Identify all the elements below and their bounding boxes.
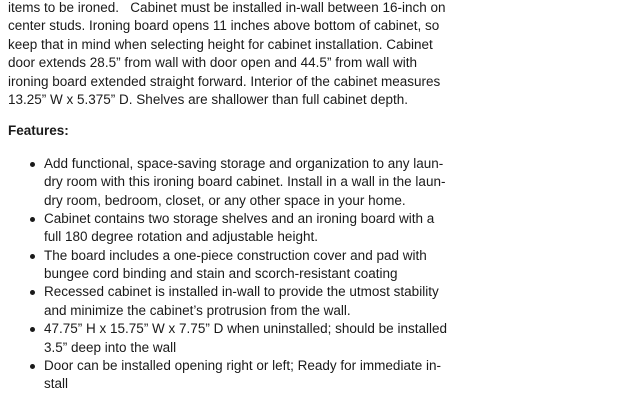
description-line: center studs. Ironing board opens 11 inches above bottom of cabinet, so <box>8 18 440 34</box>
list-item-line: full 180 degree rotation and adjustable height. <box>44 229 318 245</box>
bullet-icon <box>30 327 35 332</box>
list-item-line: The board includes a one-piece construction cover and pad with <box>44 247 427 263</box>
list-item-line: bungee cord binding and stain and scorch-resistant coating <box>44 266 398 282</box>
list-item-line: dry room with this ironing board cabinet. Install in a wall in the laun- <box>44 174 446 190</box>
list-item <box>8 210 638 247</box>
features-list <box>8 155 638 394</box>
list-item-line: Add functional, space-saving storage and organization to any laun- <box>44 155 444 171</box>
bullet-icon <box>30 217 35 222</box>
list-item <box>8 357 638 394</box>
features-heading: Features: <box>8 123 69 139</box>
list-item-line: and minimize the cabinet’s protrusion from the wall. <box>44 302 351 318</box>
list-item <box>8 247 638 284</box>
description-line: ironing board extended straight forward. Interior of the cabinet measures <box>8 73 441 89</box>
bullet-icon <box>30 364 35 369</box>
description-paragraph <box>8 0 638 109</box>
list-item <box>8 320 638 357</box>
description-line: items to be ironed. Cabinet must be installed in-wall between 16-inch on <box>8 0 446 15</box>
list-item-line: stall <box>44 376 69 392</box>
description-line: keep that in mind when selecting height for cabinet installation. Cabinet <box>8 36 433 52</box>
list-item-line: Recessed cabinet is installed in-wall to provide the utmost stability <box>44 284 439 300</box>
list-item-line: 3.5” deep into the wall <box>44 339 177 355</box>
product-description <box>8 0 638 394</box>
bullet-icon <box>30 290 35 295</box>
list-item-line: Door can be installed opening right or left; Ready for immediate in- <box>44 358 441 374</box>
list-item <box>8 155 638 210</box>
description-line: 13.25” W x 5.375” D. Shelves are shallower than full cabinet depth. <box>8 91 408 107</box>
list-item <box>8 283 638 320</box>
bullet-icon <box>30 162 35 167</box>
list-item-line: Cabinet contains two storage shelves and an ironing board with a <box>44 210 435 226</box>
list-item-line: 47.75” H x 15.75” W x 7.75” D when uninstalled; should be installed <box>44 321 447 337</box>
bullet-icon <box>30 254 35 259</box>
list-item-line: dry room, bedroom, closet, or any other space in your home. <box>44 192 406 208</box>
description-line: door extends 28.5” from wall with door open and 44.5” from wall with <box>8 55 417 71</box>
